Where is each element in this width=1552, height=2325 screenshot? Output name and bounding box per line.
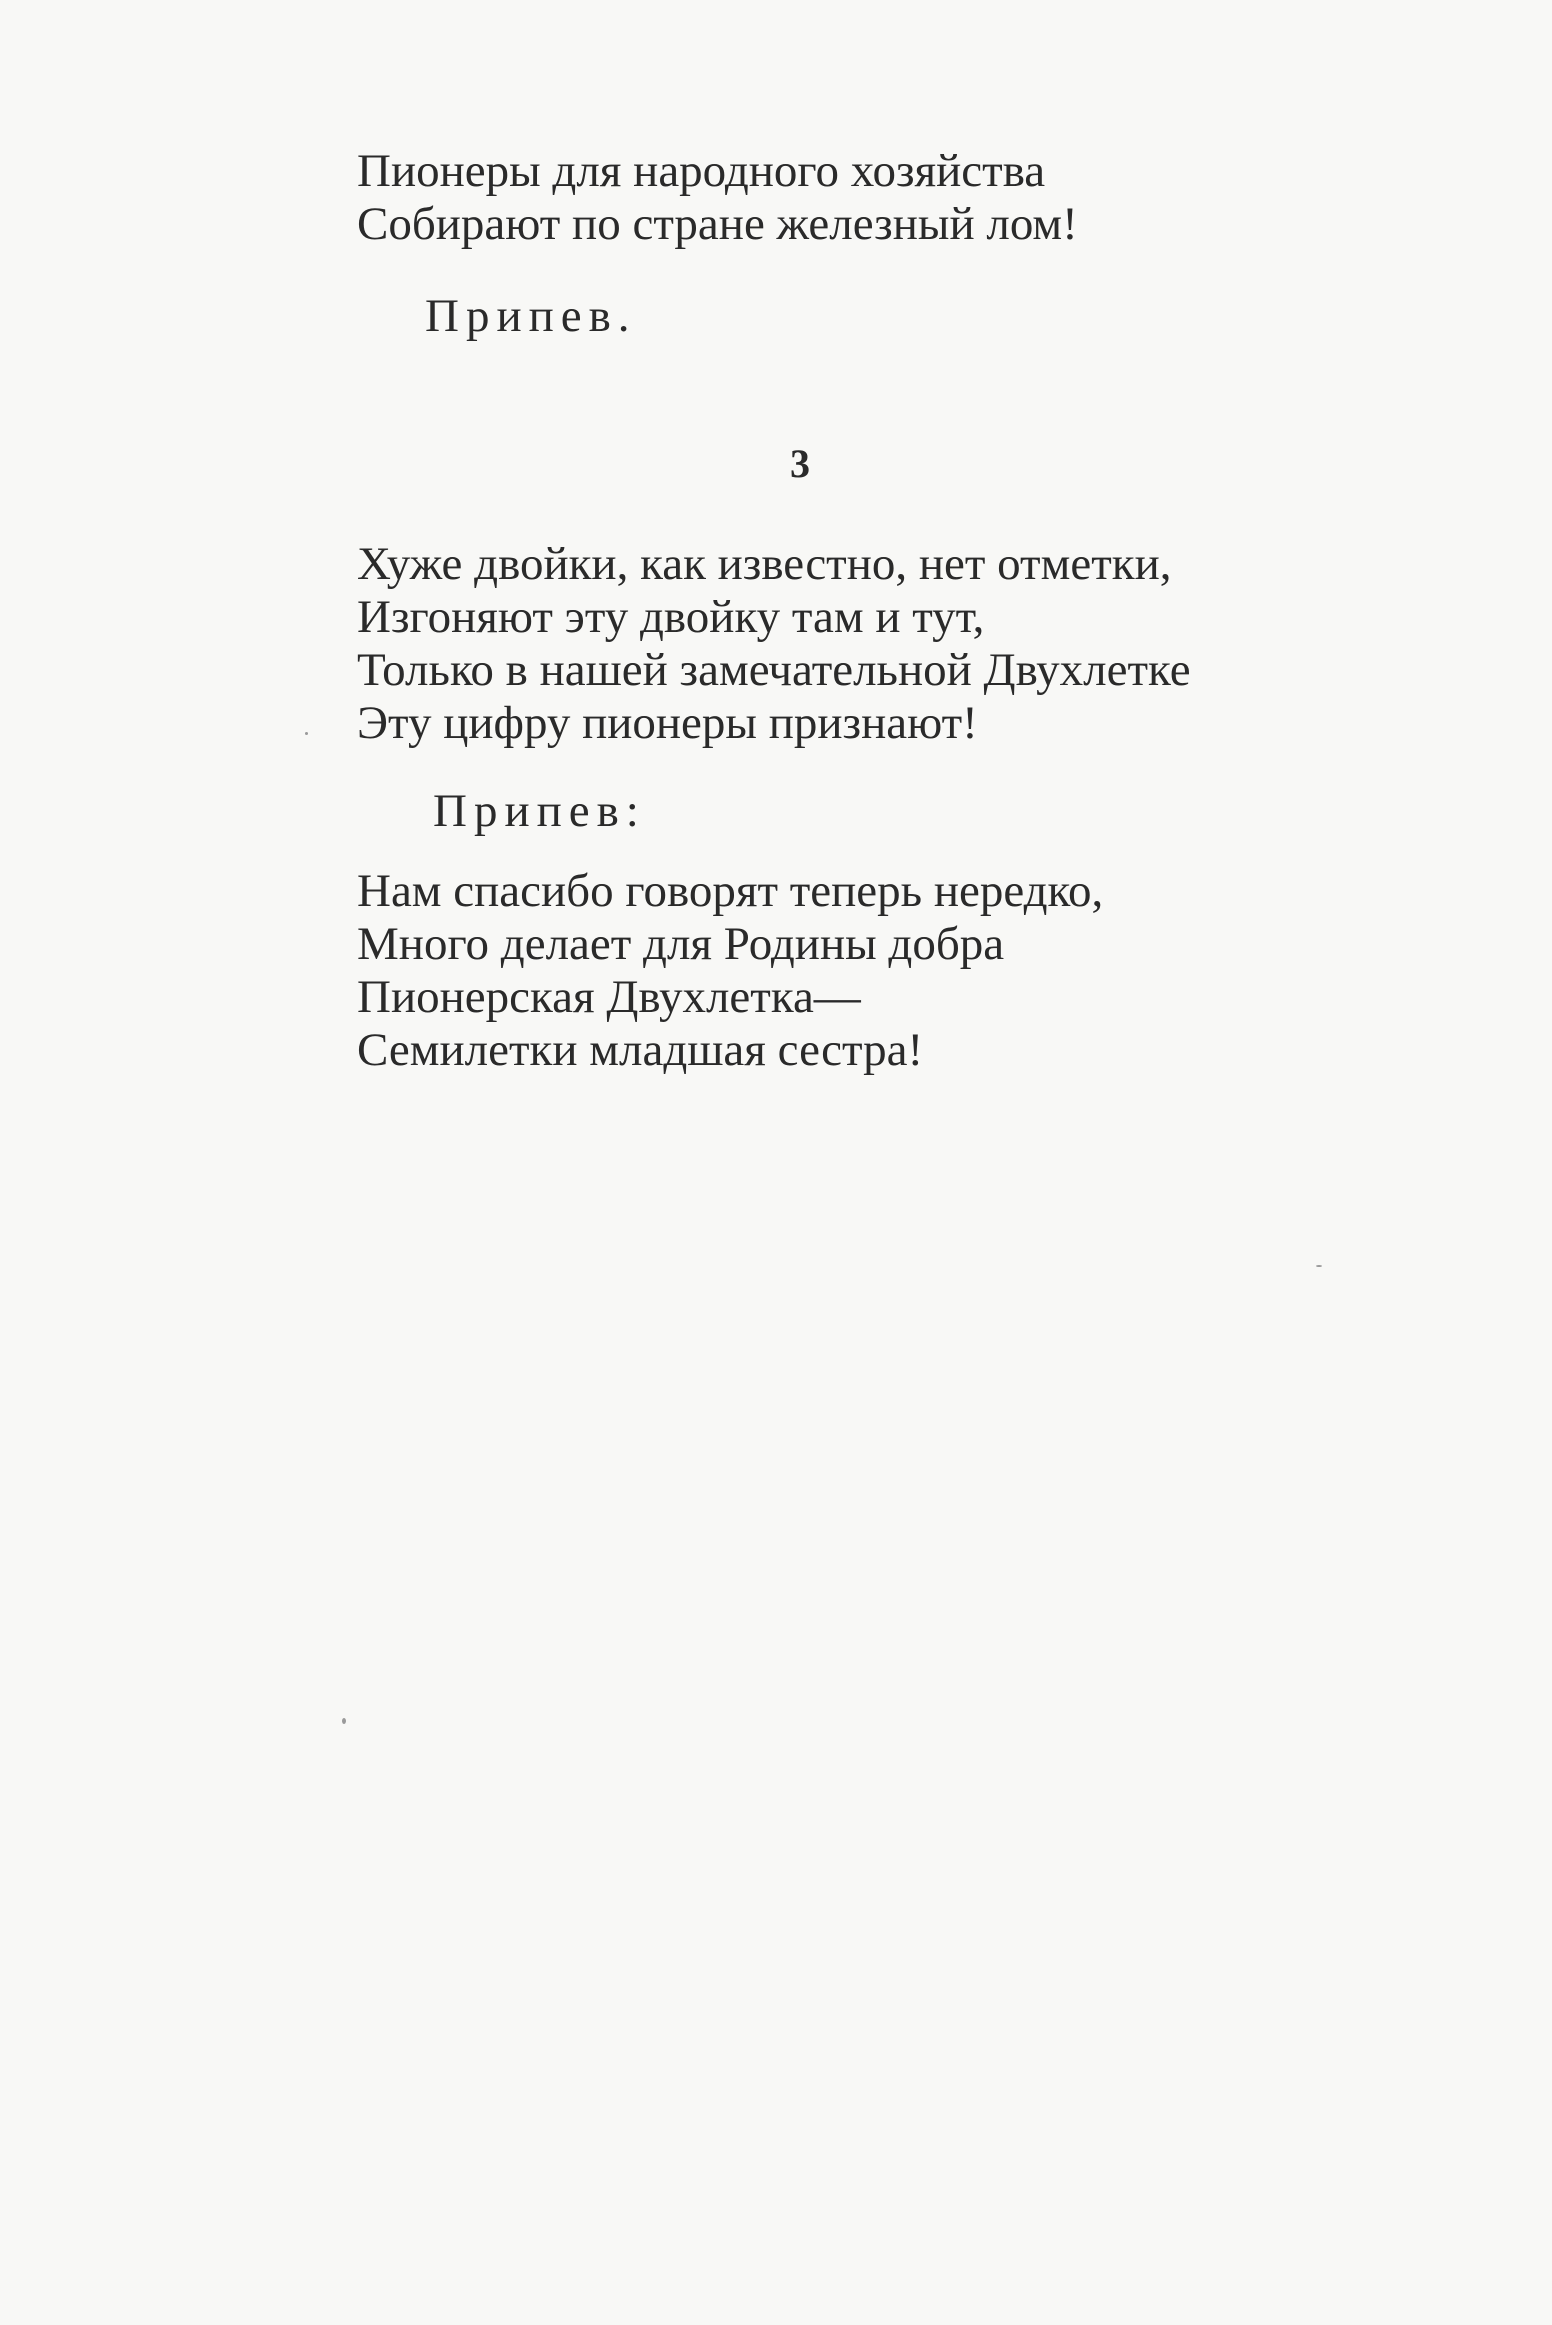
stanza-number: 3 bbox=[790, 441, 810, 486]
verse-line: Нам спасибо говорят теперь нередко, bbox=[357, 865, 1104, 917]
verse-line: Хуже двойки, как известно, нет отметки, bbox=[357, 538, 1172, 590]
verse-line: Пионерская Двухлетка— bbox=[357, 971, 861, 1023]
verse-line: Семилетки младшая сестра! bbox=[357, 1024, 924, 1076]
scan-speck bbox=[1316, 1265, 1322, 1267]
verse-line: Изгоняют эту двойку там и тут, bbox=[357, 591, 985, 643]
verse-line: Пионеры для народного хозяйства bbox=[357, 145, 1046, 197]
scan-speck bbox=[305, 732, 308, 735]
stanza-2-ending bbox=[357, 145, 1407, 251]
verse-line: Много делает для Родины добра bbox=[357, 918, 1005, 970]
refrain-label: Припев: bbox=[433, 785, 646, 837]
scan-speck bbox=[342, 1718, 346, 1724]
verse-line: Собирают по стране железный лом! bbox=[357, 198, 1078, 250]
verse-line: Только в нашей замечательной Двухлетке bbox=[357, 644, 1191, 696]
refrain bbox=[357, 865, 1407, 1077]
refrain-label: Припев. bbox=[425, 290, 637, 342]
stanza-3 bbox=[357, 538, 1407, 750]
verse-line: Эту цифру пионеры признают! bbox=[357, 697, 978, 749]
